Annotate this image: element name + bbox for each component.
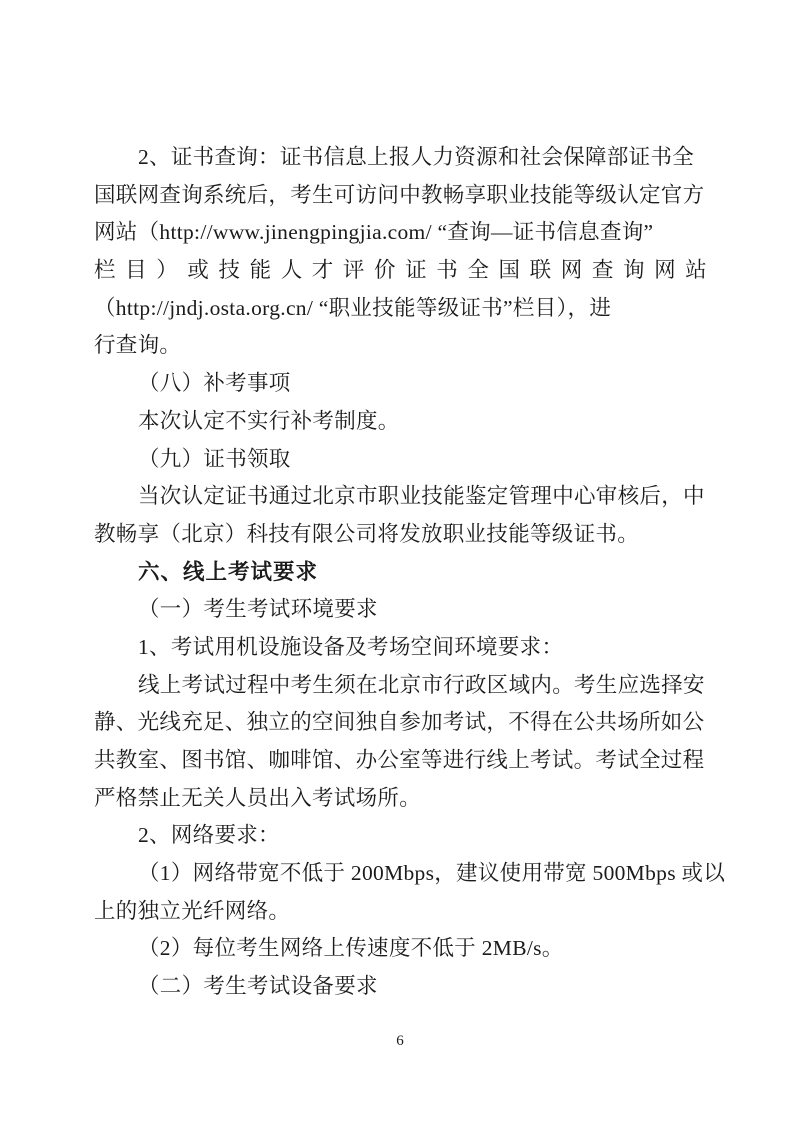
text-line: 静、光线充足、独立的空间独自参加考试，不得在公共场所如公 [94, 710, 705, 735]
subsection-title: （一）考生考试环境要求 [138, 597, 378, 622]
text-line: 教畅享（北京）科技有限公司将发放职业技能等级证书。 [94, 521, 640, 546]
text-line: 1、考试用机设施设备及考场空间环境要求： [138, 634, 564, 659]
text-line: 2、网络要求： [138, 823, 280, 848]
text-line-url: （http://jndj.osta.org.cn/ “职业技能等级证书”栏目），进 [94, 295, 612, 320]
text-line: 行查询。 [94, 333, 182, 358]
text-line: 栏目）或技能人才评价证书全国联网查询网站 [94, 258, 707, 283]
text-line: 当次认定证书通过北京市职业技能鉴定管理中心审核后，中 [138, 484, 705, 509]
subsection-title: （八）补考事项 [138, 371, 291, 396]
text-line: 上的独立光纤网络。 [94, 898, 291, 923]
text-line: 本次认定不实行补考制度。 [138, 408, 400, 433]
text-line: 2、证书查询：证书信息上报人力资源和社会保障部证书全 [138, 145, 695, 169]
subsection-title: （九）证书领取 [138, 446, 291, 471]
text-line: 线上考试过程中考生须在北京市行政区域内。考生应选择安 [138, 672, 705, 697]
text-line-url: 网站（http://www.jinengpingjia.com/ “查询—证书信息查询” [94, 220, 654, 245]
text-line: （1）网络带宽不低于 200Mbps，建议使用带宽 500Mbps 或以 [138, 861, 726, 886]
text-line: 国联网查询系统后，考生可访问中教畅享职业技能等级认定官方 [94, 182, 705, 207]
document-body [94, 139, 726, 1006]
text-line: （2）每位考生网络上传速度不低于 2MB/s。 [138, 936, 564, 961]
text-line: 严格禁止无关人员出入考试场所。 [94, 785, 422, 810]
subsection-title: （二）考生考试设备要求 [138, 974, 378, 999]
text-line: 共教室、图书馆、咖啡馆、办公室等进行线上考试。考试全过程 [94, 748, 705, 772]
page-number: 6 [396, 1033, 404, 1049]
section-heading: 六、线上考试要求 [138, 559, 319, 584]
